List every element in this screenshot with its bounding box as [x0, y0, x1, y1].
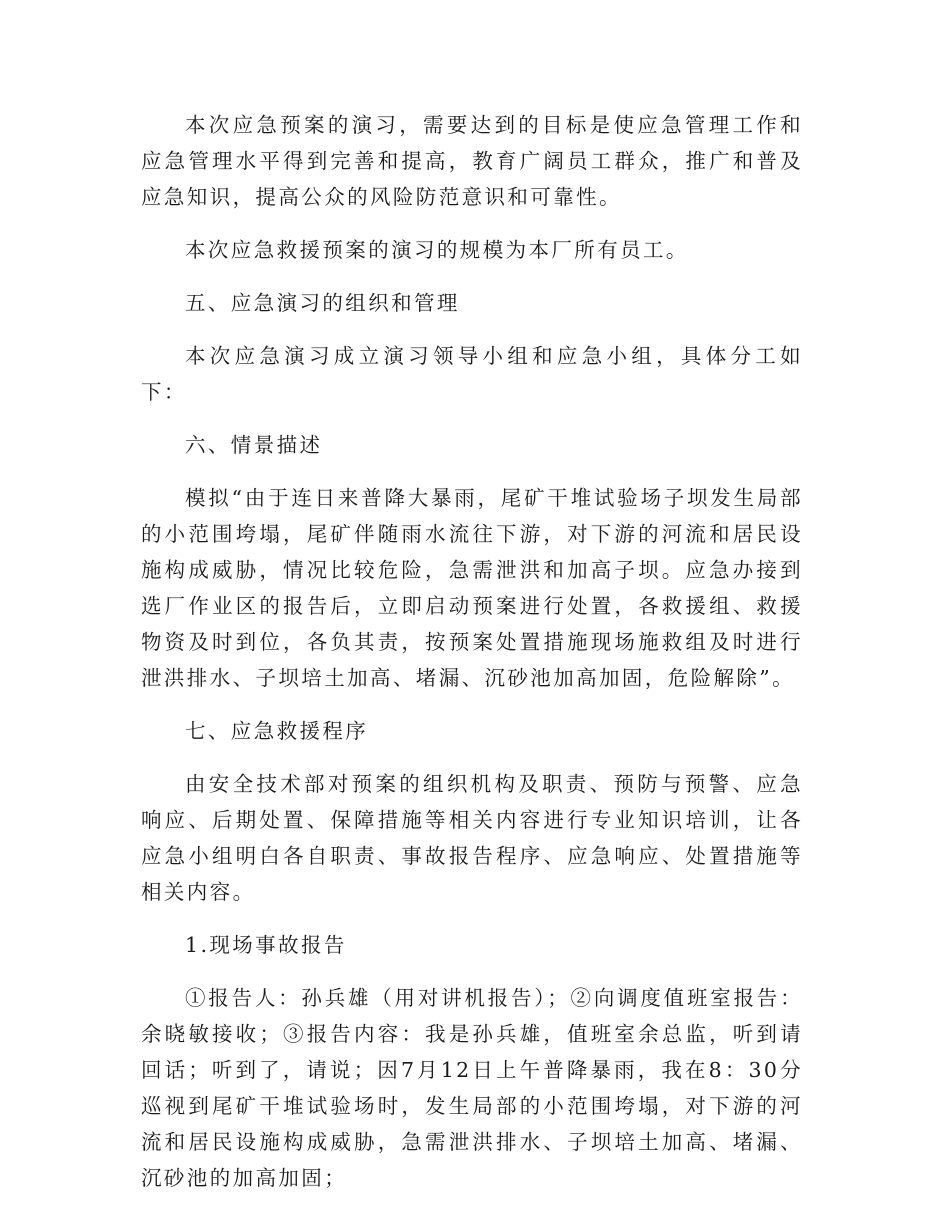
subsection-heading-report: 1.现场事故报告 [185, 933, 347, 957]
document-body [141, 107, 803, 1213]
paragraph-organization: 本次应急演习成立演习领导小组和应急小组，具体分工如下： [141, 344, 803, 404]
paragraph-drill-goal: 本次应急预案的演习，需要达到的目标是使应急管理工作和应急管理水平得到完善和提高，教育广阔员工群众，推广和普及应急知识，提高公众的风险防范意识和可靠性。 [141, 113, 803, 209]
section-heading-scenario: 六、情景描述 [185, 433, 323, 457]
paragraph-report: ①报告人：孙兵雄（用对讲机报告）；②向调度值班室报告：余晓敏接收；③报告内容：我是孙兵雄，值班室余总监，听到请回话；听到了，请说；因7月12日上午普降暴雨，我在8：30分巡视到尾矿干堆试验场时，发生局部的小范围垮塌，对下游的河流和居民设施构成威胁，急需泄洪排水、子坝培土加高、堵漏、沉砂池的加高加固； [141, 986, 803, 1190]
section-heading-procedure: 七、应急救援程序 [185, 719, 369, 743]
paragraph-scenario: 模拟“由于连日来普降大暴雨，尾矿干堆试验场子坝发生局部的小范围垮塌，尾矿伴随雨水流往下游，对下游的河流和居民设施构成威胁，情况比较危险，急需泄洪和加高子坝。应急办接到选厂作业区的报告后，立即启动预案进行处置，各救援组、救援物资及时到位，各负其责，按预案处置措施现场施救组及时进行泄洪排水、子坝培土加高、堵漏、沉砂池加高加固，危险解除”。 [141, 486, 803, 690]
paragraph-procedure: 由安全技术部对预案的组织机构及职责、预防与预警、应急响应、后期处置、保障措施等相关内容进行专业知识培训，让各应急小组明白各自职责、事故报告程序、应急响应、处置措施等相关内容。 [141, 772, 803, 904]
paragraph-drill-scale: 本次应急救援预案的演习的规模为本厂所有员工。 [185, 238, 689, 262]
section-heading-organization: 五、应急演习的组织和管理 [185, 291, 460, 315]
